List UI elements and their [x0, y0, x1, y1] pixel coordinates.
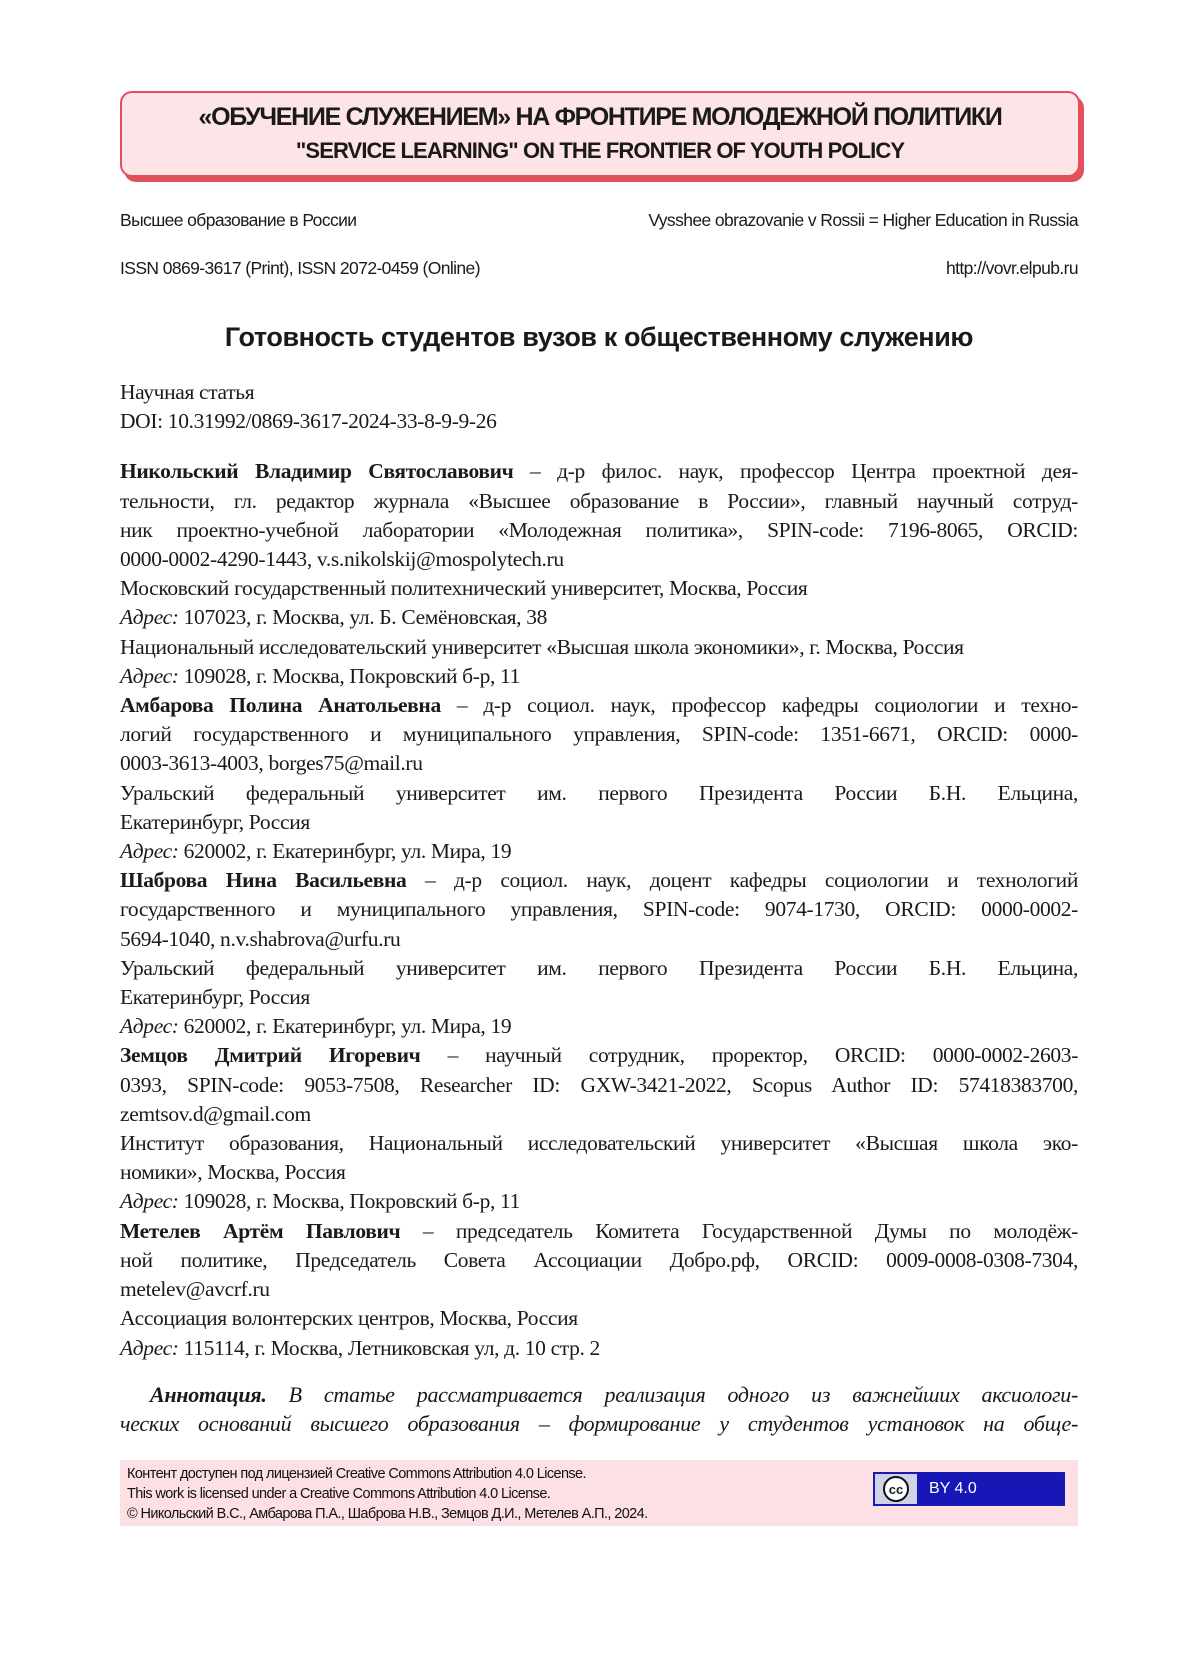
affiliation: Ассоциация волонтерских центров, Москва, Россия — [120, 1306, 578, 1331]
journal-name-en: Vysshee obrazovanie v Rossii = Higher Education in Russia — [648, 210, 1078, 230]
author-name: Земцов Дмитрий Игоревич — [120, 1043, 421, 1068]
cc-logo-icon: cc — [883, 1476, 909, 1502]
address-label: Адрес: — [120, 605, 179, 630]
article-front-matter — [120, 378, 1078, 1363]
author-info-line: Земцов Дмитрий Игоревич – научный сотрудник, проректор, ORCID: 0000-0002-2603- — [120, 1043, 1079, 1068]
affiliation: Национальный исследовательский университет «Высшая школа экономики», г. Москва, Россия — [120, 634, 964, 659]
affiliation: Екатеринбург, Россия — [120, 985, 310, 1010]
affiliation: Уральский федеральный университет им. первого Президента России Б.Н. Ельцина, — [120, 955, 1078, 980]
article-doi[interactable]: DOI: 10.31992/0869-3617-2024-33-8-9-9-26 — [120, 409, 497, 434]
author-info-line: 0000-0002-4290-1443, v.s.nikolskij@mospolytech.ru — [120, 547, 564, 572]
journal-issn: ISSN 0869-3617 (Print), ISSN 2072-0459 (Online) — [120, 258, 480, 278]
author-info-line: государственного и муниципального управления, SPIN-code: 9074-1730, ORCID: 0000-0002- — [120, 897, 1078, 922]
rubric-title-ru: «ОБУЧЕНИЕ СЛУЖЕНИЕМ» НА ФРОНТИРЕ МОЛОДЕЖНОЙ ПОЛИТИКИ — [198, 103, 1002, 131]
rubric-banner — [120, 91, 1080, 177]
author-name: Никольский Владимир Святославович — [120, 459, 514, 484]
author-name: Амбарова Полина Анатольевна — [120, 693, 441, 718]
license-text-ru: Контент доступен под лицензией Creative Commons Attribution 4.0 License. — [127, 1466, 586, 1482]
affiliation: Екатеринбург, Россия — [120, 809, 310, 834]
journal-name-ru: Высшее образование в России — [120, 210, 357, 230]
author-block — [120, 1041, 1078, 1216]
license-box — [120, 1460, 1078, 1526]
author-name: Шаброва Нина Васильевна — [120, 868, 407, 893]
license-text-en: This work is licensed under a Creative Commons Attribution 4.0 License. — [127, 1486, 551, 1502]
journal-name-row — [120, 210, 1078, 231]
address-label: Адрес: — [120, 663, 179, 688]
author-name: Метелев Артём Павлович — [120, 1218, 401, 1243]
abstract-label: Аннотация. — [150, 1382, 267, 1407]
author-block — [120, 866, 1078, 1041]
affiliation: Московский государственный политехнический университет, Москва, Россия — [120, 576, 808, 601]
affiliation-address: Адрес: 620002, г. Екатеринбург, ул. Мира, 19 — [120, 1014, 512, 1039]
author-info-line: логий государственного и муниципального управления, SPIN-code: 1351-6671, ORCID: 0000- — [120, 722, 1078, 747]
abstract — [120, 1380, 1078, 1438]
cc-badge-text: BY 4.0 — [929, 1480, 977, 1497]
author-info-line: metelev@avcrf.ru — [120, 1277, 270, 1302]
author-info-line: Амбарова Полина Анатольевна – д-р социол. наук, профессор кафедры социологии и техно- — [120, 693, 1078, 718]
article-title: Готовность студентов вузов к общественному служению — [224, 322, 974, 352]
affiliation-address: Адрес: 109028, г. Москва, Покровский б-р, 11 — [120, 663, 521, 688]
author-info-line: Метелев Артём Павлович – председатель Комитета Государственной Думы по молодёж- — [120, 1218, 1078, 1243]
affiliation: Институт образования, Национальный исследовательский университет «Высшая школа эко- — [120, 1131, 1078, 1156]
copyright-text: © Никольский В.С., Амбарова П.А., Шаброва Н.В., Земцов Д.И., Метелев А.П., 2024. — [127, 1506, 648, 1522]
affiliation-address: Адрес: 115114, г. Москва, Летниковская ул, д. 10 стр. 2 — [120, 1335, 600, 1360]
author-info-line: 0393, SPIN-code: 9053-7508, Researcher ID: GXW-3421-2022, Scopus Author ID: 57418383700, — [120, 1072, 1078, 1097]
address-label: Адрес: — [120, 1014, 179, 1039]
affiliation: номики», Москва, Россия — [120, 1160, 346, 1185]
author-info-line: ной политике, Председатель Совета Ассоциации Добро.рф, ORCID: 0009-0008-0308-7304, — [120, 1247, 1078, 1272]
cc-by-badge[interactable] — [873, 1472, 1065, 1506]
author-info-line: Шаброва Нина Васильевна – д-р социол. наук, доцент кафедры социологии и технологий — [120, 868, 1078, 893]
author-info-line: тельности, гл. редактор журнала «Высшее образование в России», главный научный сотруд- — [120, 488, 1078, 513]
author-block — [120, 1217, 1078, 1363]
address-label: Адрес: — [120, 1335, 179, 1360]
author-info-line: 5694-1040, n.v.shabrova@urfu.ru — [120, 926, 401, 951]
abstract-line: ческих оснований высшего образования – формирование у студентов установок на обще- — [120, 1411, 1078, 1436]
author-info-line: zemtsov.d@gmail.com — [120, 1101, 311, 1126]
author-block — [120, 457, 1078, 691]
author-info-line: ник проектно-учебной лаборатории «Молодежная политика», SPIN-code: 7196-8065, ORCID: — [120, 517, 1078, 542]
author-info-line: 0003-3613-4003, borges75@mail.ru — [120, 751, 423, 776]
address-label: Адрес: — [120, 1189, 179, 1214]
author-block — [120, 691, 1078, 866]
affiliation-address: Адрес: 620002, г. Екатеринбург, ул. Мира, 19 — [120, 839, 512, 864]
affiliation: Уральский федеральный университет им. первого Президента России Б.Н. Ельцина, — [120, 780, 1078, 805]
abstract-line: Аннотация. В статье рассматривается реализация одного из важнейших аксиологи- — [150, 1382, 1078, 1407]
affiliation-address: Адрес: 109028, г. Москва, Покровский б-р, 11 — [120, 1189, 521, 1214]
address-label: Адрес: — [120, 839, 179, 864]
journal-url[interactable]: http://vovr.elpub.ru — [946, 258, 1078, 278]
rubric-title-en: "SERVICE LEARNING" ON THE FRONTIER OF YOUTH POLICY — [295, 138, 905, 163]
journal-issn-row — [120, 258, 1078, 279]
affiliation-address: Адрес: 107023, г. Москва, ул. Б. Семёновская, 38 — [120, 605, 548, 630]
author-info-line: Никольский Владимир Святославович – д-р филос. наук, профессор Центра проектной дея- — [120, 459, 1078, 484]
author-list — [120, 457, 1078, 1362]
article-type: Научная статья — [120, 380, 255, 404]
